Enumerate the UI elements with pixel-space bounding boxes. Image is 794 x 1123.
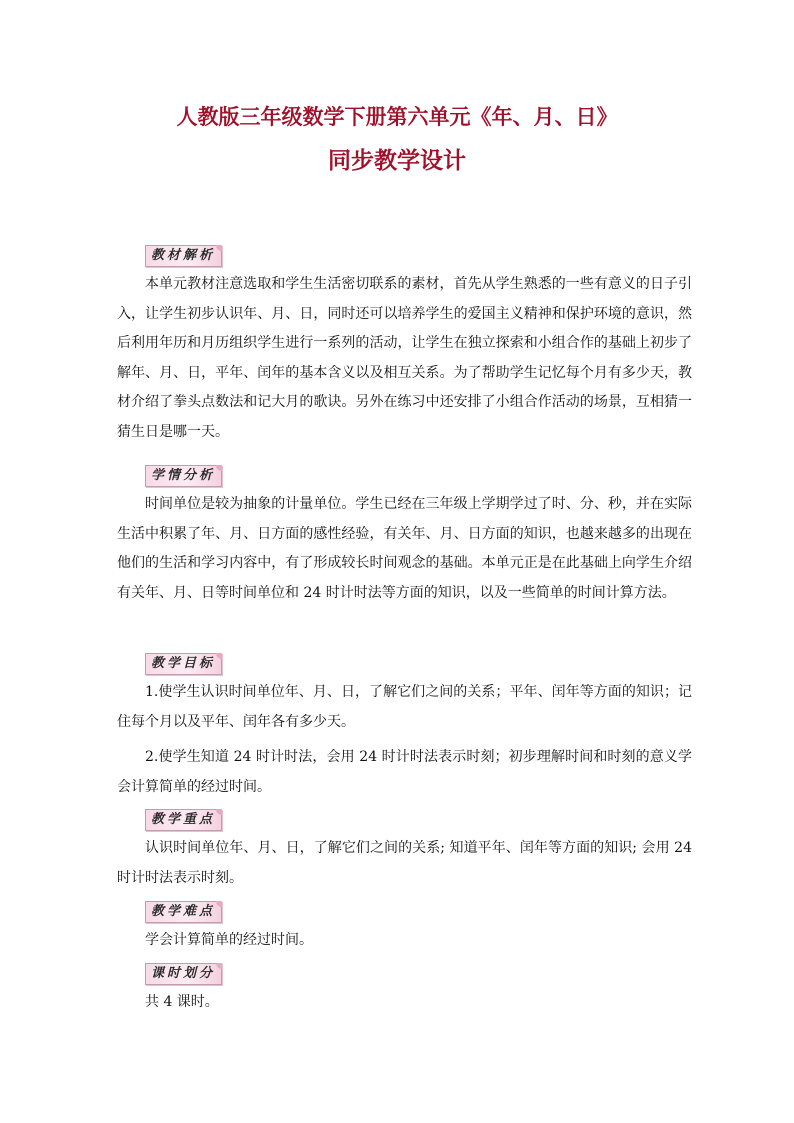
section-heading-tag: 教材解析 xyxy=(145,245,222,267)
section-lesson-allocation xyxy=(117,962,692,1018)
section-teaching-goals xyxy=(117,652,692,802)
section-paragraph: 时间单位是较为抽象的计量单位。学生已经在三年级上学期学过了时、分、秒，并在实际生活中积累了年、月、日方面的感性经验，有关年、月、日方面的知识，也越来越多的出现在他们的生活和学习内容中，有了形成较长时间观念的基础。本单元正是在此基础上向学生介绍有关年、月、日等时间单位和 24 时计时法等方面的知识，以及一些简单的时间计算方法。 xyxy=(117,496,692,601)
document-title: 人教版三年级数学下册第六单元《年、月、日》 xyxy=(176,104,618,129)
section-teaching-difficulty xyxy=(117,900,692,956)
section-heading-tag: 教学目标 xyxy=(145,653,222,675)
section-heading-tag: 课时划分 xyxy=(145,963,222,985)
section-teaching-focus xyxy=(117,808,692,893)
section-heading-tag: 学情分析 xyxy=(145,465,222,487)
section-paragraph: 2.使学生知道 24 时计时法，会用 24 时计时法表示时刻；初步理解时间和时刻的意义学会计算简单的经过时间。 xyxy=(117,749,692,795)
section-paragraph: 1.使学生认识时间单位年、月、日，了解它们之间的关系；平年、闰年等方面的知识；记住每个月以及平年、闰年各有多少天。 xyxy=(117,684,692,730)
document-subtitle: 同步教学设计 xyxy=(328,147,466,174)
section-paragraph: 共 4 课时。 xyxy=(145,994,219,1010)
section-paragraph: 本单元教材注意选取和学生生活密切联系的素材，首先从学生熟悉的一些有意义的日子引入，让学生初步认识年、月、日，同时还可以培养学生的爱国主义精神和保护环境的意识，然后利用年历和月历组织学生进行一系列的活动，让学生在独立探索和小组合作的基础上初步了解年、月、日，平年、闰年的基本含义以及相互关系。为了帮助学生记忆每个月有多少天，教材介绍了拳头点数法和记大月的歌诀。另外在练习中还安排了小组合作活动的场景，互相猜一猜生日是哪一天。 xyxy=(117,276,692,440)
section-paragraph: 认识时间单位年、月、日，了解它们之间的关系; 知道平年、闰年等方面的知识; 会用 24 时计时法表示时刻。 xyxy=(117,840,692,886)
section-heading-tag: 教学难点 xyxy=(145,901,222,923)
section-student-analysis xyxy=(117,464,692,608)
section-heading-tag: 教学重点 xyxy=(145,809,222,831)
section-paragraph: 学会计算简单的经过时间。 xyxy=(145,932,313,948)
section-textbook-analysis xyxy=(117,244,692,447)
